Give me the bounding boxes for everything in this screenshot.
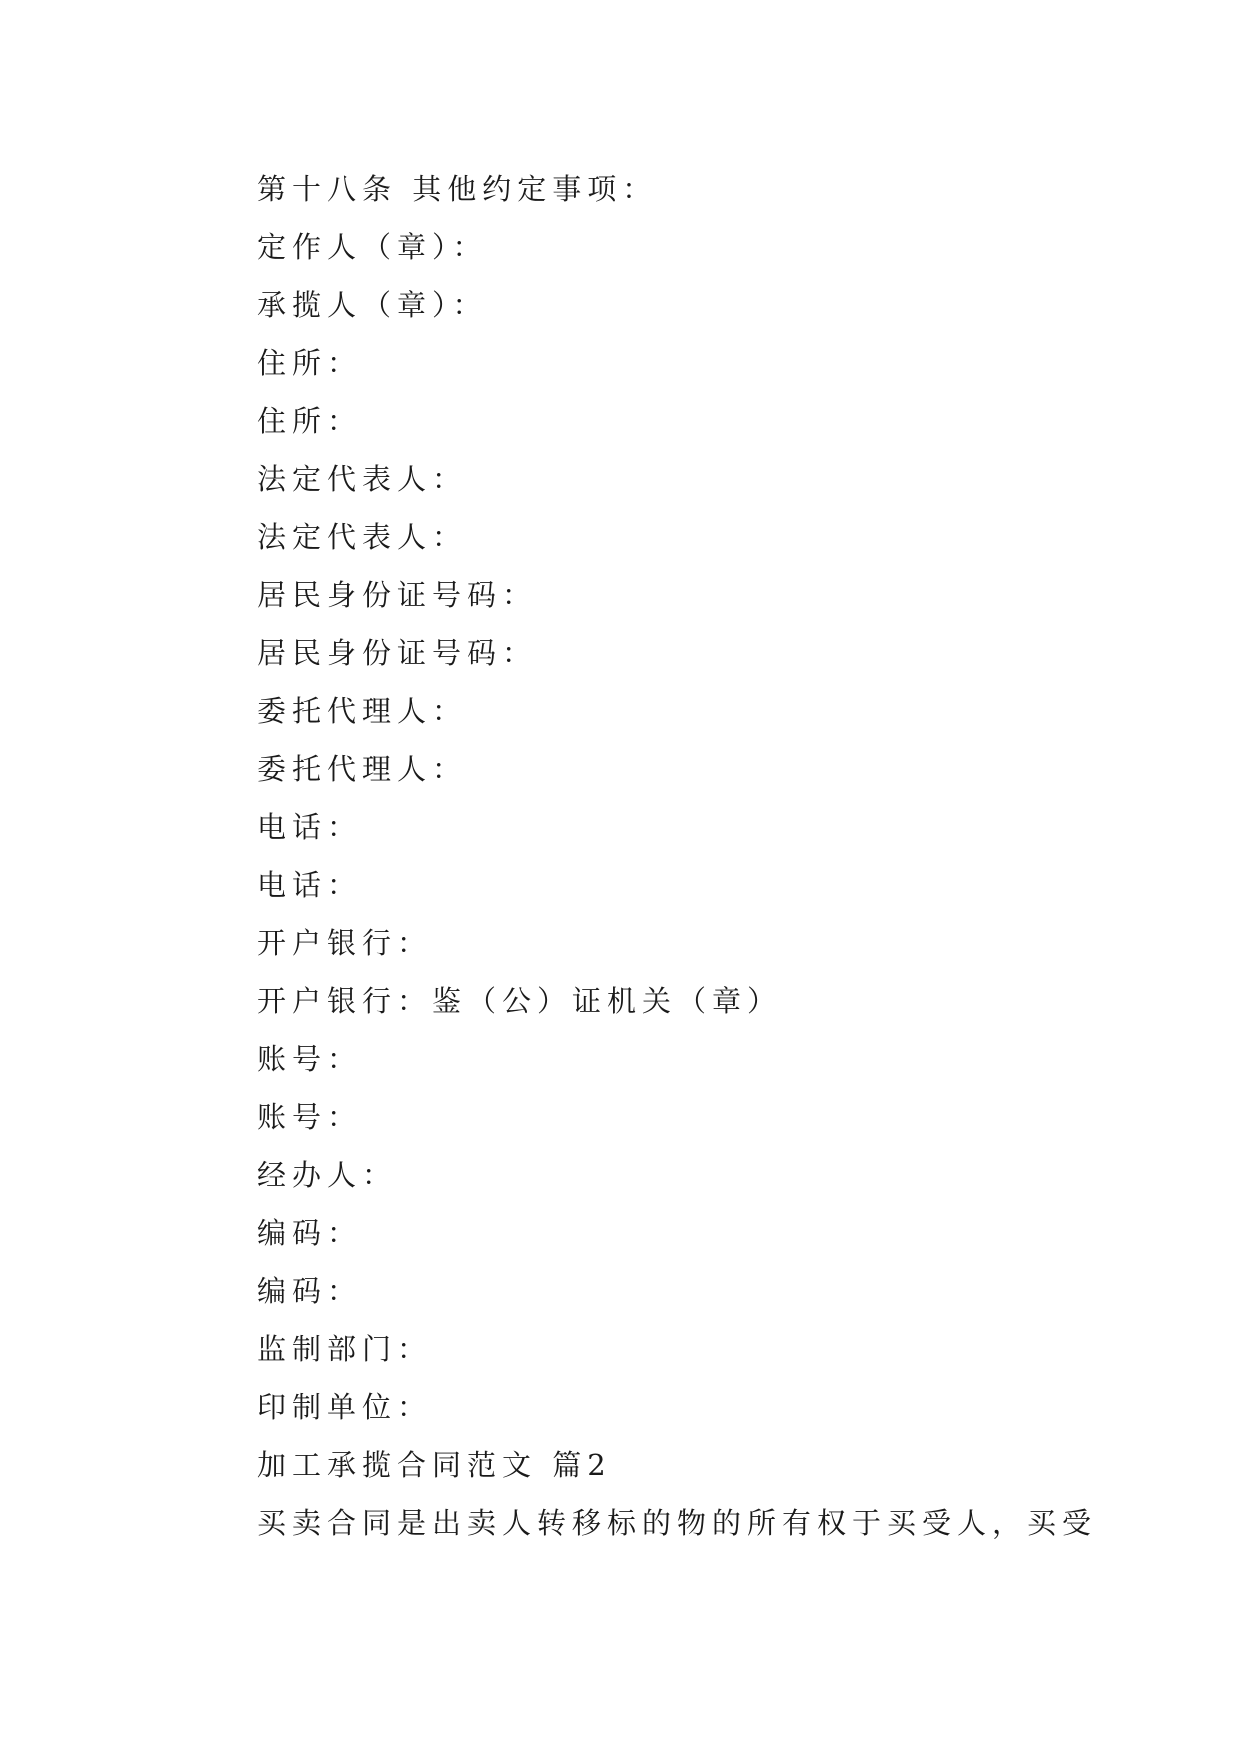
section-title: 加工承揽合同范文 篇2 [257, 1448, 612, 1482]
article-heading: 第十八条 其他约定事项： [257, 172, 658, 206]
text-line: 电话： [257, 868, 363, 902]
text-line: 印制单位： [257, 1390, 433, 1424]
text-line: 承揽人（章）： [257, 288, 488, 322]
text-line: 法定代表人： [257, 462, 468, 496]
text-line: 定作人（章）： [257, 230, 488, 264]
text-line: 住所： [257, 346, 363, 380]
text-line: 开户银行： [257, 926, 433, 960]
text-line: 住所： [257, 404, 363, 438]
paragraph-line: 买卖合同是出卖人转移标的物的所有权于买受人，买受 [257, 1506, 1098, 1540]
text-line: 委托代理人： [257, 694, 468, 728]
text-line: 编码： [257, 1274, 363, 1308]
text-line: 编码： [257, 1216, 363, 1250]
text-line: 开户银行：鉴（公）证机关（章） [257, 984, 783, 1018]
text-line: 法定代表人： [257, 520, 468, 554]
text-line: 账号： [257, 1042, 363, 1076]
text-line: 经办人： [257, 1158, 398, 1192]
text-line: 居民身份证号码： [257, 636, 538, 670]
text-line: 委托代理人： [257, 752, 468, 786]
text-line: 监制部门： [257, 1332, 433, 1366]
text-line: 电话： [257, 810, 363, 844]
text-line: 居民身份证号码： [257, 578, 538, 612]
text-line: 账号： [257, 1100, 363, 1134]
document-body [257, 160, 1097, 1552]
